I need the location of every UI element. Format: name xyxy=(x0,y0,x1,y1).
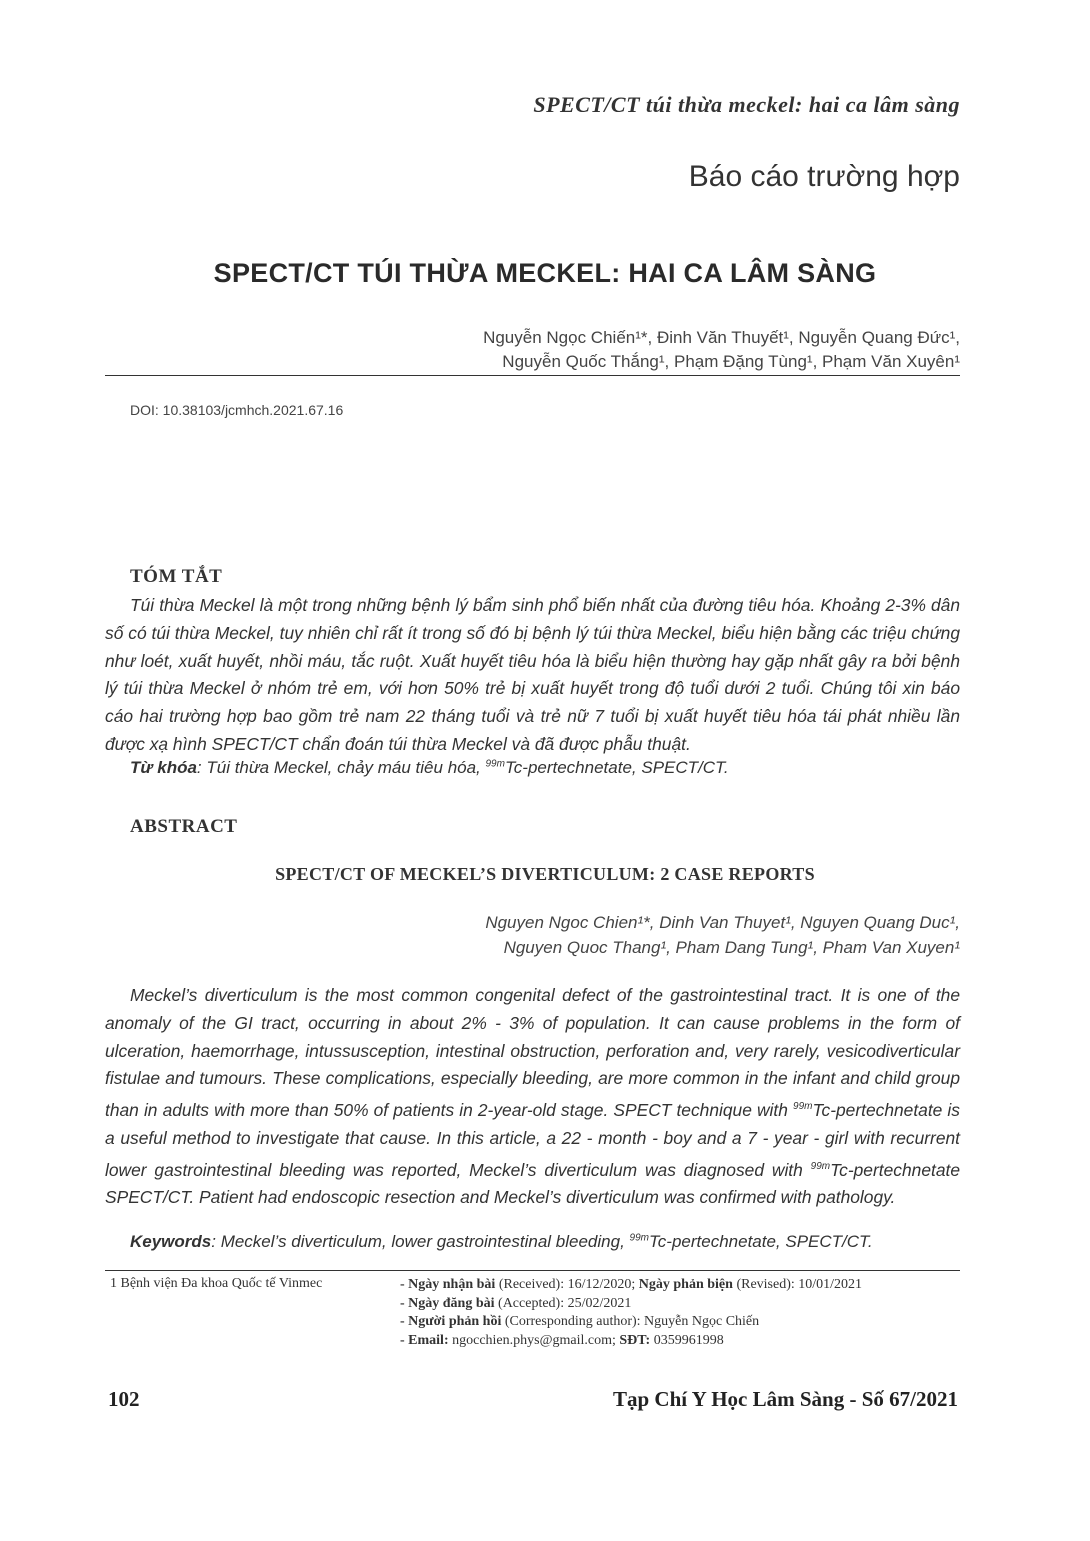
page-number: 102 xyxy=(108,1387,140,1411)
footnote-received-line xyxy=(400,1276,862,1295)
keywords-vi xyxy=(130,758,729,778)
abstract-vi-heading: TÓM TẮT xyxy=(130,566,223,587)
authors-en-line-2: Nguyen Quoc Thang¹, Pham Dang Tung¹, Pham Van Xuyen¹ xyxy=(503,938,960,957)
keywords-vi-pre: : Túi thừa Meckel, chảy máu tiêu hóa, xyxy=(196,758,486,777)
abstract-en-sup-2: 99m xyxy=(810,1160,831,1172)
authors-en xyxy=(485,910,960,960)
keywords-en xyxy=(130,1232,873,1252)
running-head: SPECT/CT túi thừa meckel: hai ca lâm sàng xyxy=(533,92,960,117)
revised-label: Ngày phản biện xyxy=(638,1277,733,1292)
keywords-en-label: Keywords xyxy=(130,1232,212,1251)
corresponding-label: - Người phản hồi xyxy=(400,1314,502,1329)
keywords-vi-label: Từ khóa xyxy=(130,758,197,777)
abstract-en-heading: ABSTRACT xyxy=(130,816,238,837)
revised-value: (Revised): 10/01/2021 xyxy=(732,1277,863,1292)
abstract-en-part-1: Meckel’s diverticulum is the most common congenital defect of the gastrointestinal tract. It is one of the anomaly of the GI tract, occurring in about 2% - 3% of population. It can cause problems in the form of ulceration, haemorrhage, intussusception, intestinal obstruction, perforation and, very rarely, vesicodiverticular fistulae and tumours. These complications, especially bleeding, are more common in the infant and child group than in adults with more than 50% of patients in 2-year-old stage. SPECT technique with xyxy=(105,985,960,1120)
received-value: (Received): 16/12/2020; xyxy=(495,1277,639,1292)
doi: DOI: 10.38103/jcmhch.2021.67.16 xyxy=(130,402,344,418)
article-title: SPECT/CT TÚI THỪA MECKEL: HAI CA LÂM SÀNG xyxy=(213,258,877,288)
phone-value: 0359961998 xyxy=(650,1332,724,1348)
received-label: - Ngày nhận bài xyxy=(400,1277,496,1292)
footnote-corresponding-line xyxy=(400,1313,862,1332)
footnote-divider xyxy=(105,1270,960,1271)
accepted-label: - Ngày đăng bài xyxy=(400,1295,495,1311)
keywords-en-post: Tc-pertechnetate, SPECT/CT. xyxy=(648,1232,873,1251)
authors-en-line-1: Nguyen Ngoc Chien¹*, Dinh Van Thuyet¹, Nguyen Quang Duc¹, xyxy=(485,913,960,932)
footnote-dates xyxy=(400,1276,862,1350)
journal-name: Tạp Chí Y Học Lâm Sàng - Số 67/2021 xyxy=(613,1387,958,1411)
authors-vi-line-2: Nguyễn Quốc Thắng¹, Phạm Đặng Tùng¹, Phạm Văn Xuyên¹ xyxy=(502,352,960,371)
footnote-accepted-line xyxy=(400,1295,862,1314)
abstract-en-sup-1: 99m xyxy=(793,1101,813,1113)
keywords-vi-post: Tc-pertechnetate, SPECT/CT. xyxy=(504,758,729,777)
section-type: Báo cáo trường hợp xyxy=(688,160,960,193)
corresponding-value: (Corresponding author): Nguyễn Ngọc Chiến xyxy=(501,1314,760,1329)
footnote-affiliation: 1 Bệnh viện Đa khoa Quốc tế Vinmec xyxy=(110,1276,323,1291)
authors-vi xyxy=(483,326,960,374)
phone-label: SĐT: xyxy=(619,1332,651,1348)
email-value: ngocchien.phys@gmail.com; xyxy=(448,1332,620,1348)
abstract-vi-text: Túi thừa Meckel là một trong những bệnh lý bẩm sinh phổ biến nhất của đường tiêu hóa. Khoảng 2-3% dân số có túi thừa Meckel, tuy nhiên chỉ rất ít trong số đó bị bệnh lý túi thừa Meckel, biểu hiện bằng các triệu chứng như loét, xuất huyết, nhồi máu, tắc ruột. Xuất huyết tiêu hóa là biểu hiện thường hay gặp nhất gây ra bởi bệnh lý túi thừa Meckel ở nhóm trẻ em, với hơn 50% trẻ bị xuất huyết trong độ tuổi dưới 2 tuổi. Chúng tôi xin báo cáo hai trường hợp bao gồm trẻ nam 22 tháng tuổi và trẻ nữ 7 tuổi bị xuất huyết tiêu hóa tái phát nhiều lần được xạ hình SPECT/CT chẩn đoán túi thừa Meckel và đã được phẫu thuật. xyxy=(105,595,960,754)
abstract-en-text xyxy=(105,982,960,1212)
title-divider xyxy=(105,375,960,376)
abstract-en-title: SPECT/CT OF MECKEL’S DIVERTICULUM: 2 CASE REPORTS xyxy=(275,864,815,884)
keywords-vi-sup: 99m xyxy=(485,758,505,770)
abstract-en-part-3: Tc-pertechnetate SPECT/CT. Patient had endoscopic resection and Meckel’s diverticulum was confirmed with pathology. xyxy=(105,1159,960,1208)
keywords-en-sup: 99m xyxy=(629,1232,649,1244)
abstract-en-part-2: Tc-pertechnetate is a useful method to investigate that cause. In this article, a 22 - month - boy and a 7 - year - girl with recurrent lower gastrointestinal bleeding was reported, Meckel’s diverticulum was diagnosed with xyxy=(105,1099,960,1180)
accepted-value: (Accepted): 25/02/2021 xyxy=(494,1295,632,1311)
authors-vi-line-1: Nguyễn Ngọc Chiến¹*, Đinh Văn Thuyết¹, Nguyễn Quang Đức¹, xyxy=(483,328,960,347)
email-label: - Email: xyxy=(400,1332,449,1348)
footnote-email-line xyxy=(400,1332,862,1351)
keywords-en-pre: : Meckel’s diverticulum, lower gastrointestinal bleeding, xyxy=(211,1232,630,1251)
